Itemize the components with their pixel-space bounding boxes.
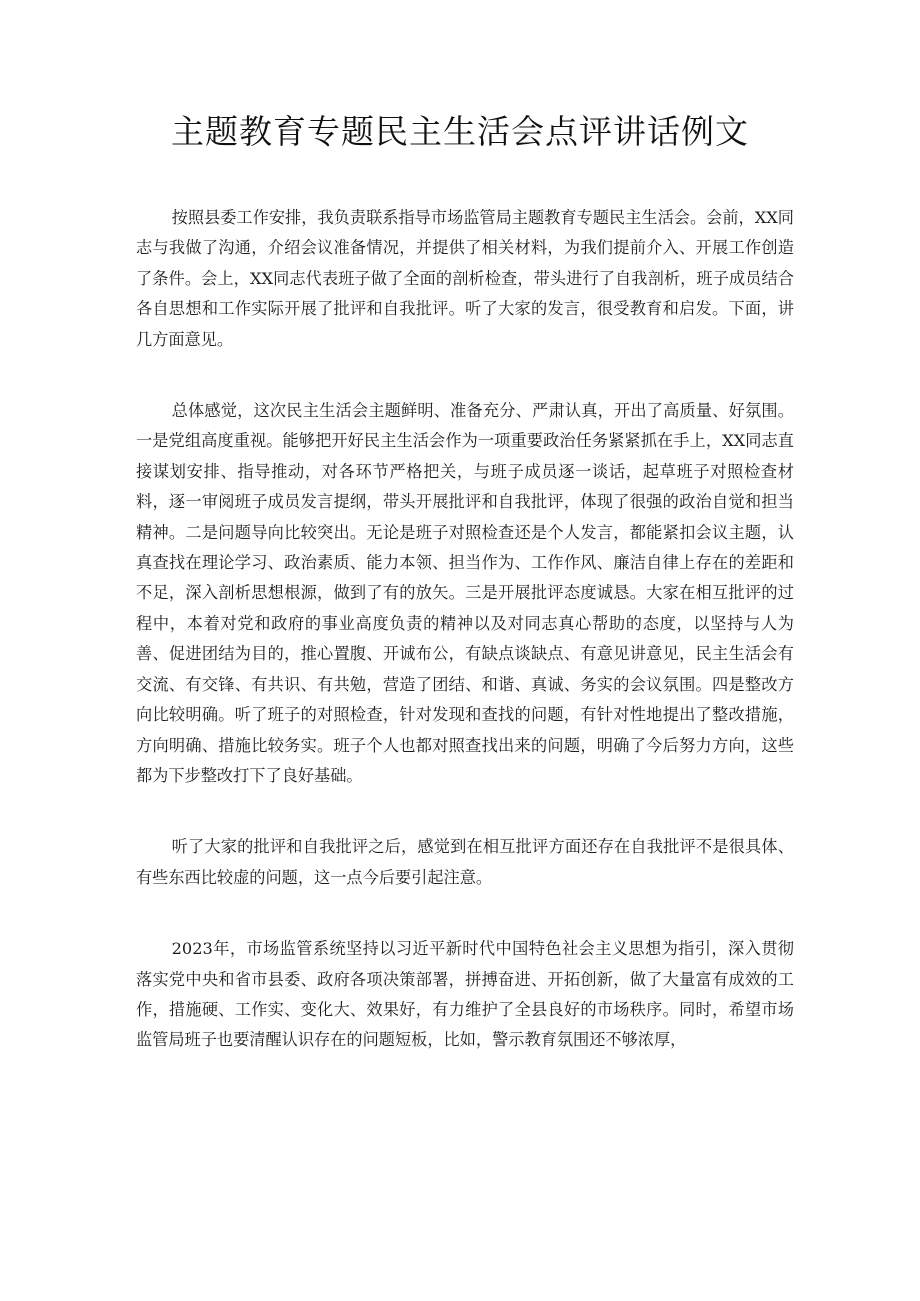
document-title: 主题教育专题民主生活会点评讲话例文 xyxy=(171,112,749,151)
document-body xyxy=(136,203,794,1097)
paragraph-2023-review: 2023年，市场监管系统坚持以习近平新时代中国特色社会主义思想为指引，深入贯彻落实党中央和省市县委、政府各项决策部署，拼搏奋进、开拓创新，做了大量富有成效的工作，措施硬、工作实、变化大、效果好，有力维护了全县良好的市场秩序。同时，希望市场监管局班子也要清醒认识存在的问题短板，比如，警示教育氛围还不够浓厚， xyxy=(136,939,794,1050)
paragraph-criticism-note: 听了大家的批评和自我批评之后，感觉到在相互批评方面还存在自我批评不是很具体、有些东西比较虚的问题，这一点今后要引起注意。 xyxy=(136,837,794,887)
paragraph-overall-assessment: 总体感觉，这次民主生活会主题鲜明、准备充分、严肃认真，开出了高质量、好氛围。一是党组高度重视。能够把开好民主生活会作为一项重要政治任务紧紧抓在手上，XX同志直接谋划安排、指导推动，对各环节严格把关，与班子成员逐一谈话，起草班子对照检查材料，逐一审阅班子成员发言提纲，带头开展批评和自我批评，体现了很强的政治自觉和担当精神。二是问题导向比较突出。无论是班子对照检查还是个人发言，都能紧扣会议主题，认真查找在理论学习、政治素质、能力本领、担当作为、工作作风、廉洁自律上存在的差距和不足，深入剖析思想根源，做到了有的放矢。三是开展批评态度诚恳。大家在相互批评的过程中，本着对党和政府的事业高度负责的精神以及对同志真心帮助的态度，以坚持与人为善、促进团结为目的，推心置腹、开诚布公，有缺点谈缺点、有意见讲意见，民主生活会有交流、有交锋、有共识、有共勉，营造了团结、和谐、真诚、务实的会议氛围。四是整改方向比较明确。听了班子的对照检查，针对发现和查找的问题，有针对性地提出了整改措施，方向明确、措施比较务实。班子个人也都对照查找出来的问题，明确了今后努力方向，这些都为下步整改打下了良好基础。 xyxy=(136,401,794,785)
paragraph-intro: 按照县委工作安排，我负责联系指导市场监管局主题教育专题民主生活会。会前，XX同志与我做了沟通，介绍会议准备情况，并提供了相关材料，为我们提前介入、开展工作创造了条件。会上，XX同志代表班子做了全面的剖析检查，带头进行了自我剖析，班子成员结合各自思想和工作实际开展了批评和自我批评。听了大家的发言，很受教育和启发。下面，讲几方面意见。 xyxy=(136,208,794,349)
